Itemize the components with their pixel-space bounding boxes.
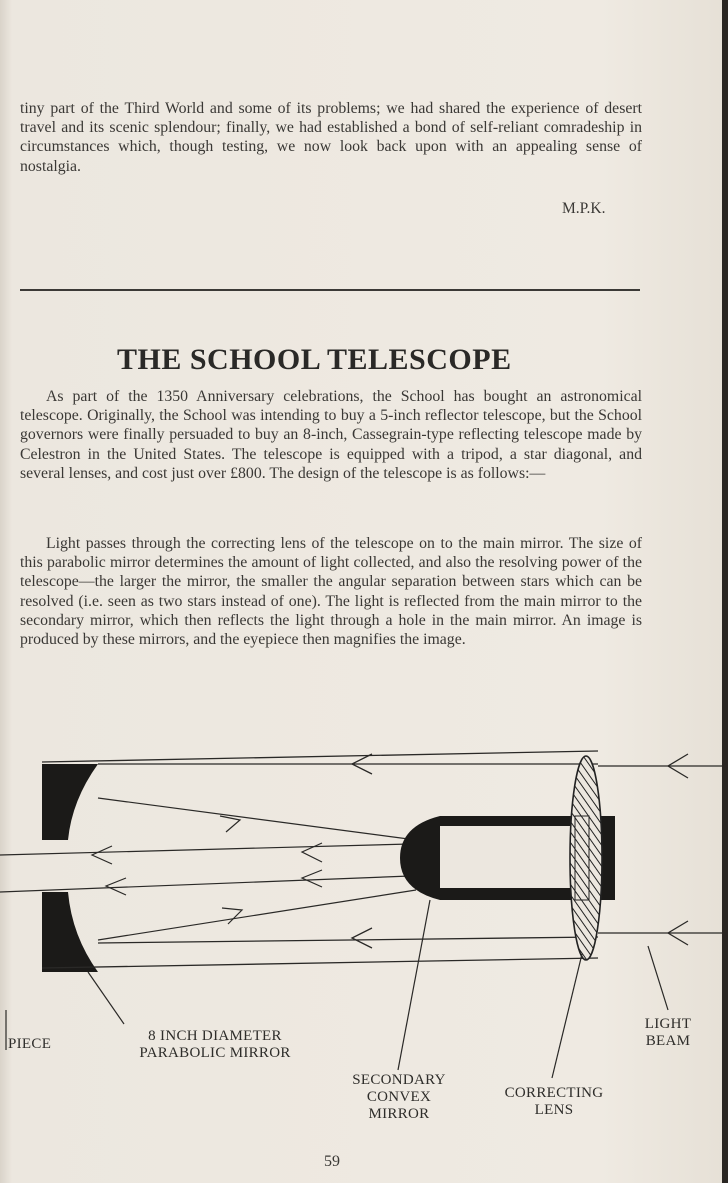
main-mirror-upper (42, 764, 98, 840)
eyepiece-ray-1 (0, 844, 410, 855)
eyepiece-ray-2 (0, 876, 410, 892)
leader-correcting (552, 954, 582, 1078)
book-spine-edge (722, 0, 728, 1183)
arrow-down-reflect (220, 816, 240, 832)
outer-beam-bottom (42, 958, 598, 968)
article-paragraph-2 (20, 534, 642, 649)
main-mirror-lower (42, 892, 98, 972)
label-parabolic-mirror: 8 INCH DIAMETER PARABOLIC MIRROR (139, 1028, 291, 1061)
secondary-housing-window (440, 826, 576, 888)
article-title: THE SCHOOL TELESCOPE (117, 343, 512, 376)
leader-light (648, 946, 668, 1010)
label-correcting-lens: CORRECTING LENS (504, 1085, 604, 1118)
section-divider (20, 289, 640, 291)
signature: M.P.K. (562, 200, 606, 217)
article-paragraph-1 (20, 387, 642, 483)
correcting-lens-mount (575, 816, 589, 900)
arrow-mid-2 (302, 870, 322, 887)
outer-beam-top (42, 751, 598, 762)
intro-paragraph-text: tiny part of the Third World and some of its problems; we had shared the experience of desert travel and its scenic splendour; finally, we had established a bond of self-reliant comradeship in circumstances which, though testing, we now look back upon with an appealing sense of nostalgia. (20, 100, 642, 175)
reflected-ray-2 (98, 890, 416, 940)
label-eyepiece: PIECE (8, 1036, 52, 1052)
leader-mirror (88, 972, 124, 1024)
arrow-left-2 (106, 878, 126, 895)
arrow-up-reflect (222, 908, 242, 924)
intro-paragraph (20, 99, 642, 176)
leader-secondary (398, 900, 430, 1070)
label-light-beam: LIGHT BEAM (644, 1016, 692, 1049)
label-secondary-mirror: SECONDARY CONVEX MIRROR (352, 1072, 446, 1122)
inner-beam-bottom (98, 937, 598, 943)
reflected-ray-1 (98, 798, 416, 840)
arrow-left-1 (92, 846, 112, 864)
page-number: 59 (324, 1153, 340, 1170)
article-paragraph-2-text: Light passes through the correcting lens of the telescope on to the main mirror. The size of this parabolic mirror determines the amount of light collected, and also the resolving power of the telescope—the larger the mirror, the smaller the angular separation between stars which can be resolved (i.e. seen as two stars instead of one). The light is reflected from the main mirror to the secondary mirror, which then reflects the light through a hole in the main mirror. An image is produced by these mirrors, and the eyepiece then magnifies the image. (20, 535, 642, 649)
arrow-bottom (352, 928, 372, 948)
article-paragraph-1-text: As part of the 1350 Anniversary celebrations, the School has bought an astronomical telescope. Originally, the School was intending to buy a 5-inch reflector telescope, but the School governors were finally persuaded to buy an 8-inch, Cassegrain-type reflecting telescope made by Celestron in the United States. The telescope is equipped with a tripod, a star diagonal, and several lenses, and cost just over £800. The design of the telescope is as follows:— (20, 388, 642, 482)
